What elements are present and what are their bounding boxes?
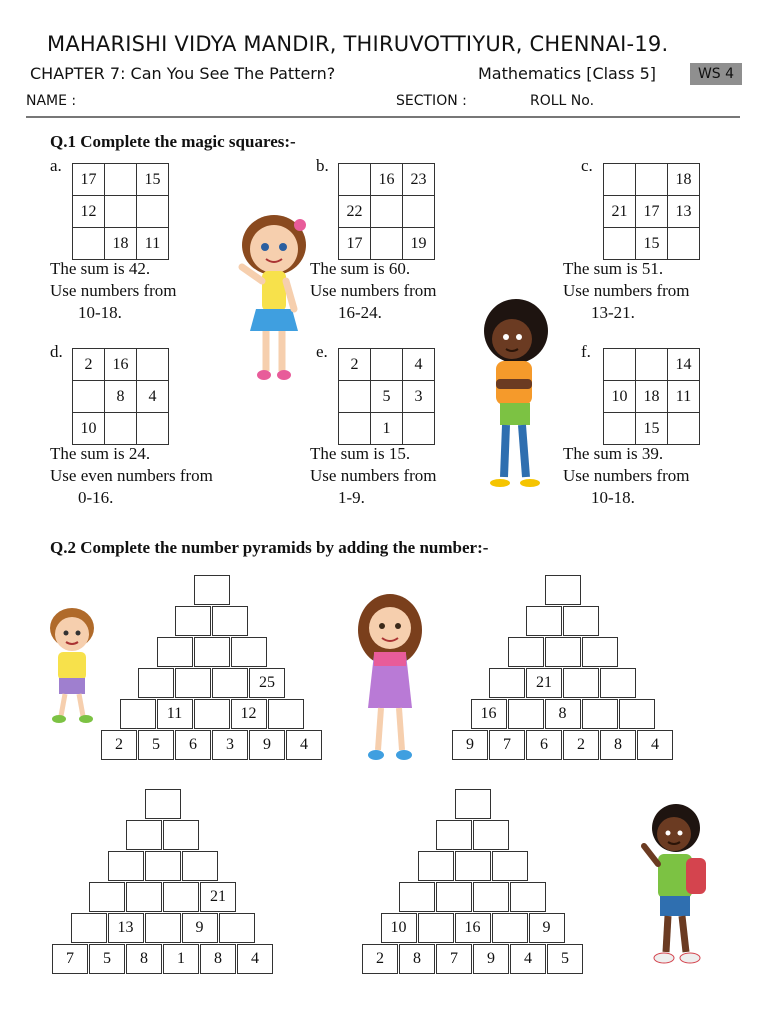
- range-text: Use even numbers from: [50, 466, 213, 485]
- magic-square-cell[interactable]: [604, 228, 636, 260]
- magic-square-cell[interactable]: 15: [636, 228, 668, 260]
- pyramid-cell[interactable]: 9: [182, 913, 218, 943]
- magic-square-cell[interactable]: 18: [105, 228, 137, 260]
- pyramid-cell[interactable]: 21: [526, 668, 562, 698]
- pyramid-cell[interactable]: [455, 851, 491, 881]
- pyramid-cell[interactable]: [175, 668, 211, 698]
- magic-square-cell[interactable]: [105, 196, 137, 228]
- pyramid-cell[interactable]: [108, 851, 144, 881]
- pyramid-cell[interactable]: 4: [637, 730, 673, 760]
- magic-square-label: c.: [581, 156, 593, 175]
- magic-square-cell[interactable]: 19: [403, 228, 435, 260]
- question-2-title: Q.2 Complete the number pyramids by adding the number:-: [50, 538, 489, 557]
- magic-square-cell[interactable]: 14: [668, 349, 700, 381]
- magic-square-cell[interactable]: 23: [403, 164, 435, 196]
- pyramid-cell[interactable]: [492, 913, 528, 943]
- magic-square-cell[interactable]: 16: [105, 349, 137, 381]
- range-values: 16-24.: [338, 303, 382, 322]
- magic-square-cell[interactable]: 13: [668, 196, 700, 228]
- pyramid-cell[interactable]: [489, 668, 525, 698]
- pyramid-cell[interactable]: [212, 668, 248, 698]
- range-text: Use numbers from: [310, 281, 437, 300]
- pyramid-cell[interactable]: [194, 637, 230, 667]
- pyramid-cell[interactable]: [418, 851, 454, 881]
- chapter-title: CHAPTER 7: Can You See The Pattern?: [30, 64, 336, 83]
- magic-square-label: e.: [316, 342, 328, 361]
- range-values: 10-18.: [78, 303, 122, 322]
- magic-square-cell[interactable]: [137, 196, 169, 228]
- pyramid-cell[interactable]: 1: [163, 944, 199, 974]
- magic-square-cell[interactable]: 10: [604, 381, 636, 413]
- magic-square-cell[interactable]: [668, 413, 700, 445]
- magic-square-cell[interactable]: 11: [668, 381, 700, 413]
- magic-square-cell[interactable]: [339, 164, 371, 196]
- magic-square-instructions: [50, 258, 177, 324]
- pyramid-cell[interactable]: 10: [381, 913, 417, 943]
- magic-square-cell[interactable]: [105, 164, 137, 196]
- pyramid-cell[interactable]: [194, 699, 230, 729]
- range-values: 10-18.: [591, 488, 635, 507]
- roll-label: ROLL No.: [530, 93, 595, 109]
- boy-backpack-illustration: [636, 800, 716, 970]
- magic-square-cell[interactable]: [137, 413, 169, 445]
- header-divider: [26, 116, 740, 118]
- range-text: Use numbers from: [50, 281, 177, 300]
- pyramid-cell[interactable]: [163, 820, 199, 850]
- pyramid-cell[interactable]: 16: [455, 913, 491, 943]
- question-1-title: Q.1 Complete the magic squares:-: [50, 132, 296, 151]
- pyramid-cell[interactable]: [219, 913, 255, 943]
- pyramid-cell[interactable]: [545, 637, 581, 667]
- pyramid-cell[interactable]: [545, 575, 581, 605]
- magic-square-instructions: [563, 443, 690, 509]
- magic-square-cell[interactable]: 17: [636, 196, 668, 228]
- pyramid-cell[interactable]: [563, 668, 599, 698]
- name-label: NAME :: [26, 93, 77, 109]
- magic-square-cell[interactable]: 17: [73, 164, 105, 196]
- pyramid-cell[interactable]: [163, 882, 199, 912]
- pyramid-cell[interactable]: 2: [563, 730, 599, 760]
- pyramid-cell[interactable]: 7: [52, 944, 88, 974]
- boy-yellow-shirt-illustration: [46, 606, 102, 726]
- pyramid-cell[interactable]: [582, 699, 618, 729]
- sum-text: The sum is 39.: [563, 444, 664, 463]
- magic-square-cell[interactable]: [137, 349, 169, 381]
- magic-square-cell[interactable]: [668, 228, 700, 260]
- magic-square-cell[interactable]: [73, 381, 105, 413]
- range-values: 0-16.: [78, 488, 114, 507]
- magic-square-cell[interactable]: 2: [339, 349, 371, 381]
- magic-square-cell[interactable]: [604, 413, 636, 445]
- magic-square-cell[interactable]: 10: [73, 413, 105, 445]
- pyramid-cell[interactable]: [600, 668, 636, 698]
- magic-square-cell[interactable]: 1: [371, 413, 403, 445]
- school-title: MAHARISHI VIDYA MANDIR, THIRUVOTTIYUR, CHENNAI-19.: [47, 32, 669, 56]
- magic-square-cell[interactable]: 18: [668, 164, 700, 196]
- magic-square-cell[interactable]: 11: [137, 228, 169, 260]
- pyramid-cell[interactable]: [157, 637, 193, 667]
- pyramid-cell[interactable]: 16: [471, 699, 507, 729]
- magic-square-instructions: [310, 258, 437, 324]
- sum-text: The sum is 42.: [50, 259, 151, 278]
- sum-text: The sum is 51.: [563, 259, 664, 278]
- magic-square-grid: [603, 348, 700, 445]
- magic-square-cell[interactable]: [105, 413, 137, 445]
- pyramid-cell[interactable]: [436, 882, 472, 912]
- magic-square-label: d.: [50, 342, 63, 361]
- pyramid-cell[interactable]: 12: [231, 699, 267, 729]
- pyramid-cell[interactable]: 8: [545, 699, 581, 729]
- pyramid-cell[interactable]: 6: [526, 730, 562, 760]
- pyramid-cell[interactable]: [436, 820, 472, 850]
- pyramid-cell[interactable]: [194, 575, 230, 605]
- pyramid-cell[interactable]: 11: [157, 699, 193, 729]
- pyramid-cell[interactable]: [492, 851, 528, 881]
- pyramid-cell[interactable]: 8: [126, 944, 162, 974]
- pyramid-cell[interactable]: [145, 789, 181, 819]
- sum-text: The sum is 24.: [50, 444, 151, 463]
- magic-square-cell[interactable]: 18: [636, 381, 668, 413]
- pyramid-cell[interactable]: [175, 606, 211, 636]
- magic-square-cell[interactable]: 2: [73, 349, 105, 381]
- girl-orange-top-illustration: [474, 295, 564, 495]
- pyramid-cell[interactable]: 13: [108, 913, 144, 943]
- pyramid-cell[interactable]: [582, 637, 618, 667]
- sum-text: The sum is 15.: [310, 444, 411, 463]
- pyramid-cell[interactable]: 4: [510, 944, 546, 974]
- magic-square-grid: [338, 163, 435, 260]
- magic-square-grid: [338, 348, 435, 445]
- magic-square-cell[interactable]: [403, 196, 435, 228]
- pyramid-cell[interactable]: [619, 699, 655, 729]
- pyramid-cell[interactable]: 9: [529, 913, 565, 943]
- girl-purple-dress-illustration: [352, 590, 428, 768]
- magic-square-grid: [72, 163, 169, 260]
- subject-class: Mathematics [Class 5]: [478, 64, 657, 83]
- pyramid-cell[interactable]: [526, 606, 562, 636]
- range-text: Use numbers from: [310, 466, 437, 485]
- pyramid-cell[interactable]: 7: [436, 944, 472, 974]
- magic-square-grid: [603, 163, 700, 260]
- pyramid-cell[interactable]: [120, 699, 156, 729]
- magic-square-cell[interactable]: [73, 228, 105, 260]
- pyramid-cell[interactable]: 5: [89, 944, 125, 974]
- pyramid-cell[interactable]: [126, 820, 162, 850]
- magic-square-cell[interactable]: 15: [636, 413, 668, 445]
- magic-square-label: a.: [50, 156, 62, 175]
- pyramid-cell[interactable]: [89, 882, 125, 912]
- pyramid-cell[interactable]: [138, 668, 174, 698]
- magic-square-cell[interactable]: 5: [371, 381, 403, 413]
- pyramid-cell[interactable]: [182, 851, 218, 881]
- magic-square-cell[interactable]: [371, 228, 403, 260]
- sum-text: The sum is 60.: [310, 259, 411, 278]
- pyramid-cell[interactable]: 9: [249, 730, 285, 760]
- magic-square-cell[interactable]: 4: [137, 381, 169, 413]
- pyramid-cell[interactable]: [418, 913, 454, 943]
- magic-square-cell[interactable]: 8: [105, 381, 137, 413]
- magic-square-cell[interactable]: [371, 196, 403, 228]
- magic-square-instructions: [563, 258, 690, 324]
- pyramid-cell[interactable]: [126, 882, 162, 912]
- pyramid-cell[interactable]: 9: [452, 730, 488, 760]
- pyramid-cell[interactable]: [563, 606, 599, 636]
- pyramid-cell[interactable]: 8: [600, 730, 636, 760]
- magic-square-cell[interactable]: [339, 413, 371, 445]
- pyramid-cell[interactable]: 5: [547, 944, 583, 974]
- magic-square-cell[interactable]: 12: [73, 196, 105, 228]
- girl-yellow-top-illustration: [228, 205, 320, 385]
- pyramid-cell[interactable]: 3: [212, 730, 248, 760]
- pyramid-cell[interactable]: [71, 913, 107, 943]
- pyramid-cell[interactable]: [473, 882, 509, 912]
- pyramid-cell[interactable]: 7: [489, 730, 525, 760]
- pyramid-cell[interactable]: 8: [200, 944, 236, 974]
- pyramid-cell[interactable]: [508, 699, 544, 729]
- pyramid-cell[interactable]: [268, 699, 304, 729]
- magic-square-cell[interactable]: 16: [371, 164, 403, 196]
- magic-square-cell[interactable]: [403, 413, 435, 445]
- pyramid-cell[interactable]: [212, 606, 248, 636]
- pyramid-cell[interactable]: [455, 789, 491, 819]
- magic-square-label: f.: [581, 342, 591, 361]
- pyramid-cell[interactable]: 6: [175, 730, 211, 760]
- pyramid-cell[interactable]: [510, 882, 546, 912]
- pyramid-cell[interactable]: 5: [138, 730, 174, 760]
- worksheet-badge: WS 4: [690, 63, 742, 85]
- range-text: Use numbers from: [563, 466, 690, 485]
- magic-square-cell[interactable]: 17: [339, 228, 371, 260]
- magic-square-cell[interactable]: 4: [403, 349, 435, 381]
- pyramid-cell[interactable]: [399, 882, 435, 912]
- magic-square-grid: [72, 348, 169, 445]
- range-values: 13-21.: [591, 303, 635, 322]
- pyramid-cell[interactable]: 8: [399, 944, 435, 974]
- magic-square-cell[interactable]: 22: [339, 196, 371, 228]
- magic-square-cell[interactable]: 21: [604, 196, 636, 228]
- section-label: SECTION :: [396, 93, 467, 109]
- pyramid-cell[interactable]: 9: [473, 944, 509, 974]
- magic-square-cell[interactable]: [604, 349, 636, 381]
- magic-square-cell[interactable]: [339, 381, 371, 413]
- pyramid-cell[interactable]: 25: [249, 668, 285, 698]
- pyramid-cell[interactable]: 21: [200, 882, 236, 912]
- pyramid-cell[interactable]: 2: [101, 730, 137, 760]
- pyramid-cell[interactable]: 4: [237, 944, 273, 974]
- range-text: Use numbers from: [563, 281, 690, 300]
- pyramid-cell[interactable]: 4: [286, 730, 322, 760]
- pyramid-cell[interactable]: 2: [362, 944, 398, 974]
- magic-square-cell[interactable]: 15: [137, 164, 169, 196]
- pyramid-cell[interactable]: [508, 637, 544, 667]
- magic-square-instructions: [310, 443, 437, 509]
- magic-square-cell[interactable]: 3: [403, 381, 435, 413]
- magic-square-cell[interactable]: [636, 164, 668, 196]
- magic-square-cell[interactable]: [636, 349, 668, 381]
- range-values: 1-9.: [338, 488, 365, 507]
- magic-square-instructions: [50, 443, 213, 509]
- magic-square-cell[interactable]: [604, 164, 636, 196]
- pyramid-cell[interactable]: [145, 913, 181, 943]
- magic-square-cell[interactable]: [371, 349, 403, 381]
- pyramid-cell[interactable]: [231, 637, 267, 667]
- magic-square-label: b.: [316, 156, 329, 175]
- pyramid-cell[interactable]: [473, 820, 509, 850]
- pyramid-cell[interactable]: [145, 851, 181, 881]
